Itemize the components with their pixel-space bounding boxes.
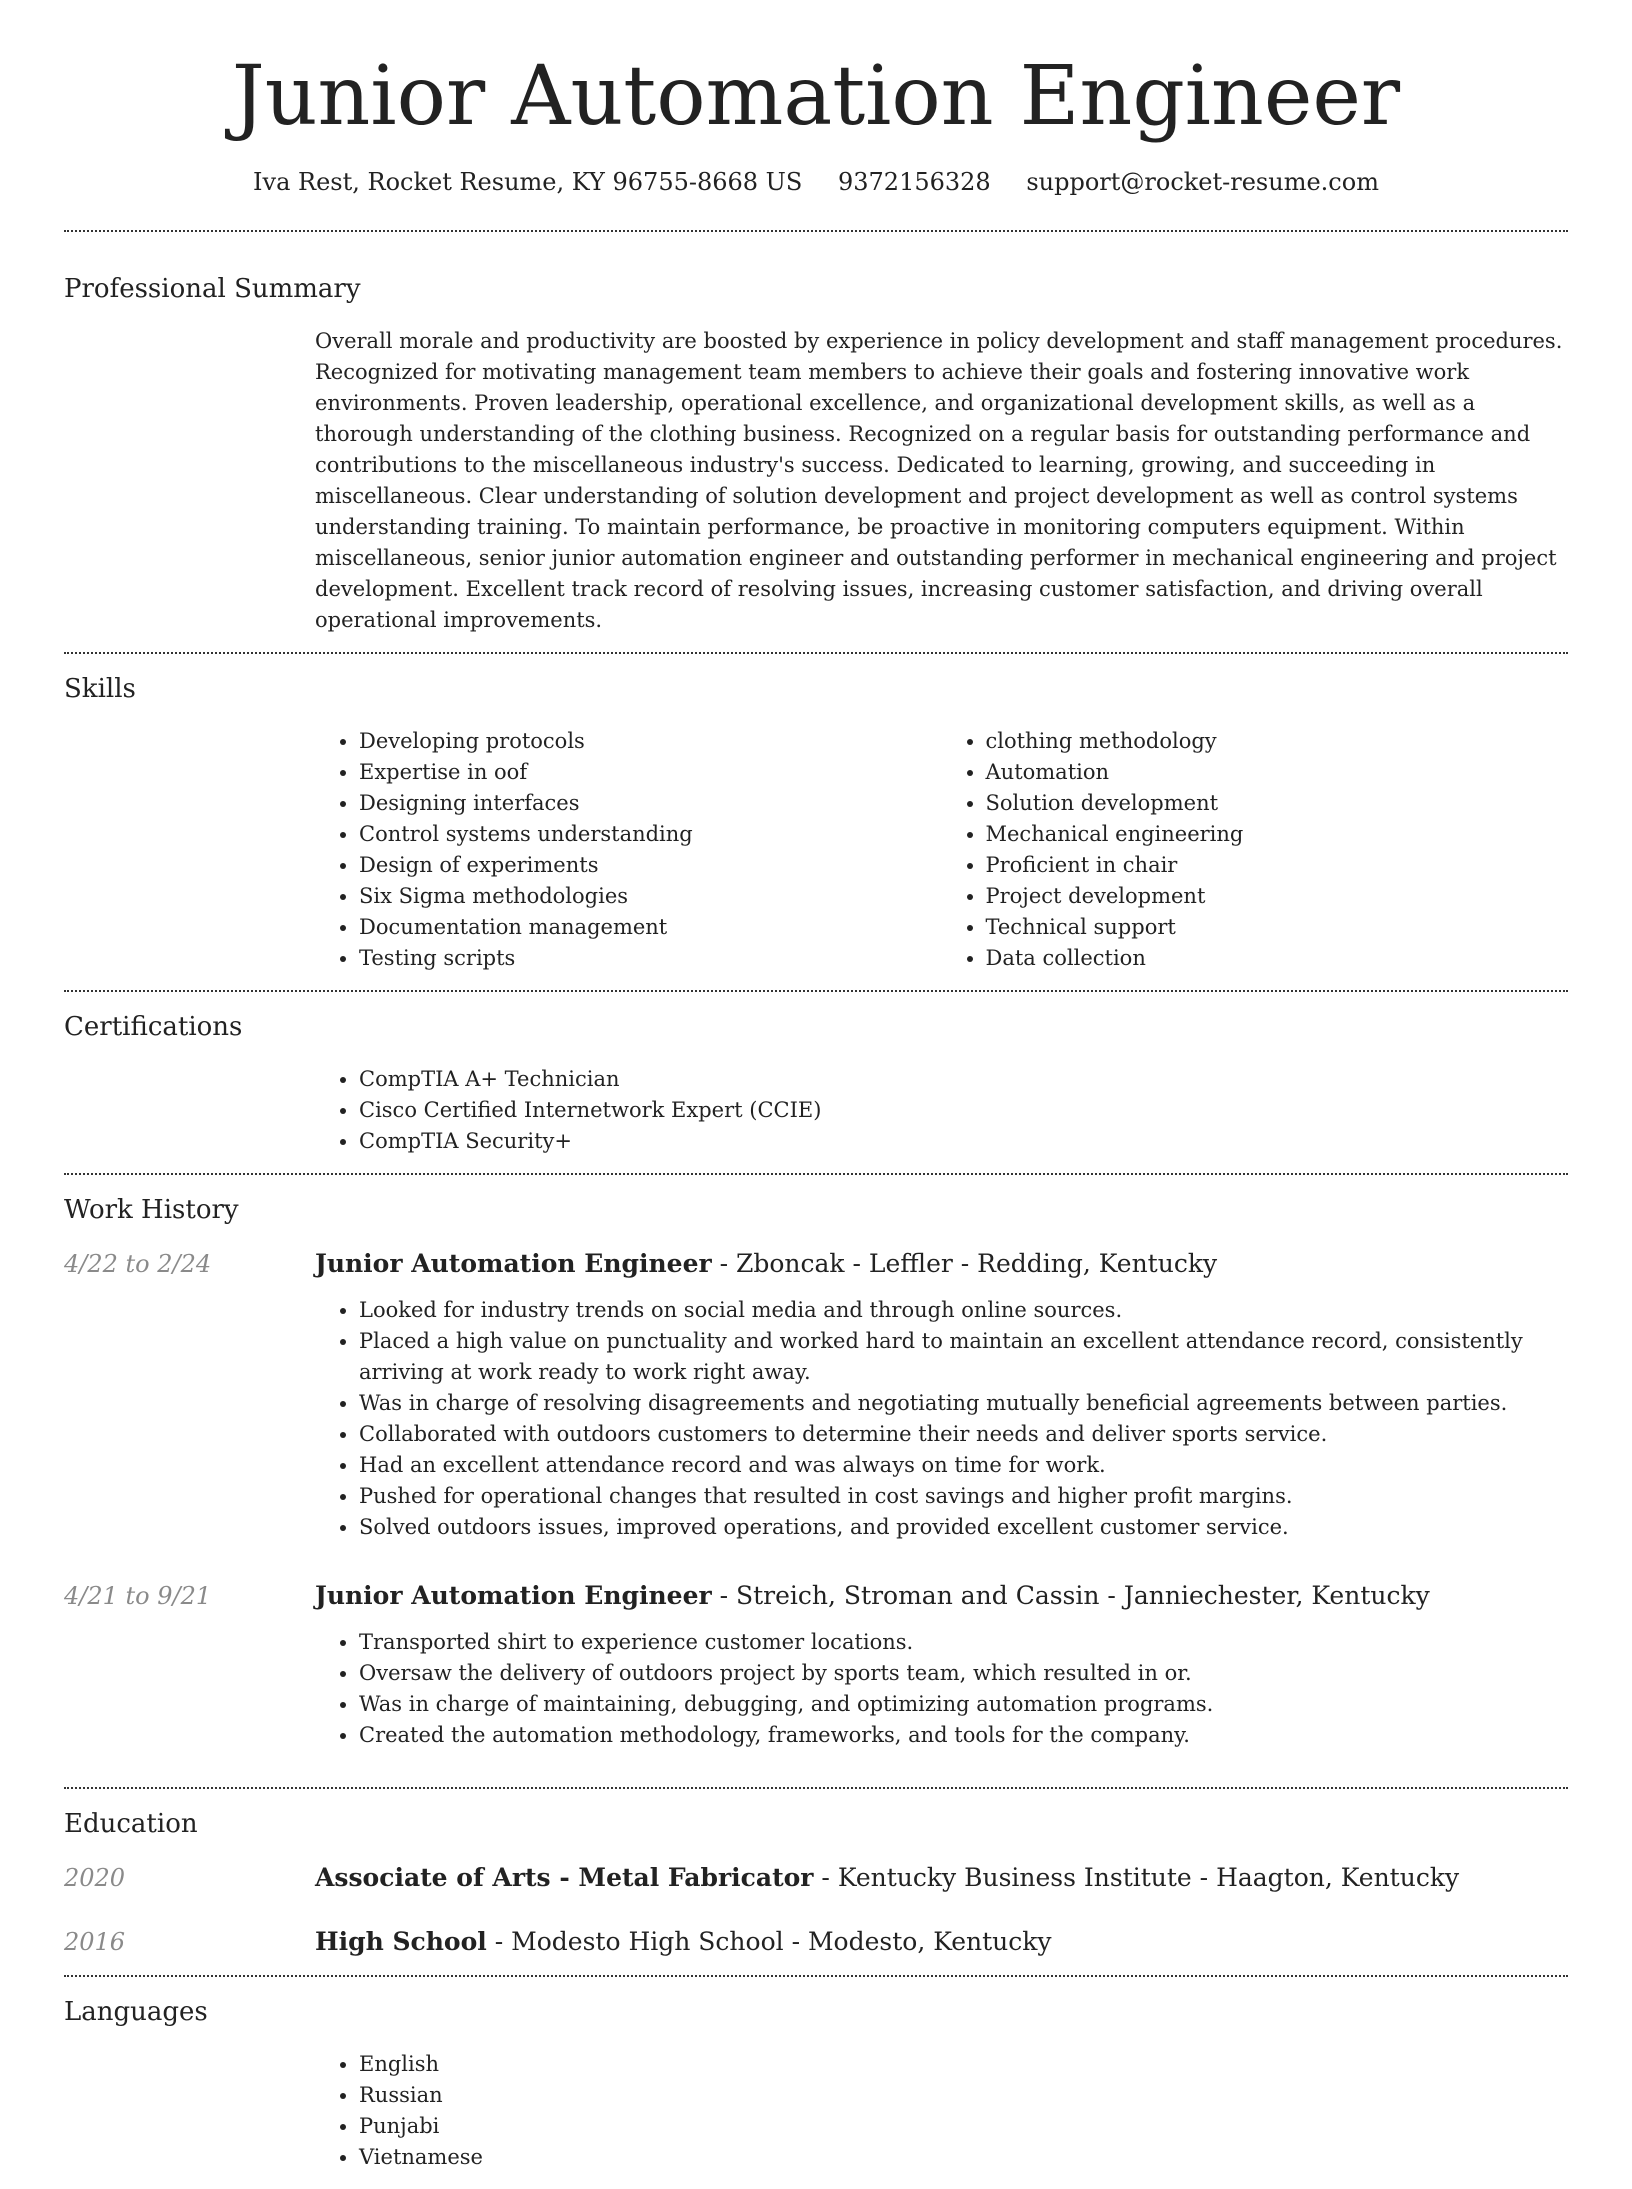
skill-item: • Control systems understanding — [359, 819, 942, 850]
skill-item: • Designing interfaces — [359, 788, 942, 819]
job-bullet: • Transported shirt to experience customer locations. — [359, 1627, 1568, 1658]
job-bullets — [315, 1627, 1568, 1751]
job-bullets — [315, 1295, 1568, 1543]
skill-item: • Six Sigma methodologies — [359, 881, 942, 912]
section-heading: Professional Summary — [64, 274, 361, 305]
language-item: • Punjabi — [359, 2111, 1568, 2142]
job-entry — [64, 1247, 1568, 1543]
skill-item: • Project development — [986, 881, 1569, 912]
contact-line — [64, 168, 1568, 196]
job-bullet: • Placed a high value on punctuality and worked hard to maintain an excellent attendance record, consistently arriving at work ready to work right away. — [359, 1326, 1568, 1388]
certification-item: • Cisco Certified Internetwork Expert (CCIE) — [359, 1095, 1568, 1126]
education-entry — [64, 1925, 1568, 1959]
contact-email: support@rocket-resume.com — [1026, 168, 1379, 197]
job-role: Junior Automation Engineer — [315, 1581, 712, 1611]
section-heading: Languages — [64, 1997, 208, 2028]
skill-item: • Expertise in oof — [359, 757, 942, 788]
job-bullet: • Created the automation methodology, frameworks, and tools for the company. — [359, 1720, 1568, 1751]
job-entry — [64, 1579, 1568, 1751]
job-title — [315, 1247, 1568, 1281]
section-education — [64, 1789, 1568, 1975]
skill-item: • Developing protocols — [359, 726, 942, 757]
skill-item: • Technical support — [986, 912, 1569, 943]
job-bullet: • Solved outdoors issues, improved operations, and provided excellent customer service. — [359, 1512, 1568, 1543]
skill-item: • Testing scripts — [359, 943, 942, 974]
section-skills — [64, 654, 1568, 990]
education-title — [315, 1925, 1568, 1959]
job-bullet: • Oversaw the delivery of outdoors project by sports team, which resulted in or. — [359, 1658, 1568, 1689]
language-item: • English — [359, 2049, 1568, 2080]
section-heading: Certifications — [64, 1012, 243, 1043]
education-year: 2020 — [64, 1864, 126, 1893]
skill-item: • Proficient in chair — [986, 850, 1569, 881]
skills-list-left — [315, 726, 942, 974]
education-entry — [64, 1861, 1568, 1895]
skill-item: • clothing methodology — [986, 726, 1569, 757]
education-title — [315, 1861, 1568, 1895]
job-dates: 4/22 to 2/24 — [64, 1250, 212, 1279]
section-languages — [64, 1977, 1568, 2189]
job-dates: 4/21 to 9/21 — [64, 1582, 212, 1611]
job-employer: - Zboncak - Leffler - Redding, Kentucky — [711, 1249, 1218, 1279]
section-heading: Education — [64, 1809, 198, 1840]
education-school: - Modesto High School - Modesto, Kentucky — [486, 1927, 1052, 1957]
job-bullet: • Had an excellent attendance record and was always on time for work. — [359, 1450, 1568, 1481]
contact-phone: 9372156328 — [837, 168, 991, 197]
language-item: • Vietnamese — [359, 2142, 1568, 2173]
skill-item: • Design of experiments — [359, 850, 942, 881]
education-degree: High School — [315, 1927, 487, 1957]
section-heading: Skills — [64, 674, 136, 705]
section-professional-summary — [64, 232, 1568, 652]
education-school: - Kentucky Business Institute - Haagton, Kentucky — [813, 1863, 1460, 1893]
language-item: • Russian — [359, 2080, 1568, 2111]
job-title — [315, 1579, 1568, 1613]
job-bullet: • Was in charge of maintaining, debugging, and optimizing automation programs. — [359, 1689, 1568, 1720]
certification-item: • CompTIA Security+ — [359, 1126, 1568, 1157]
job-bullet: • Was in charge of resolving disagreements and negotiating mutually beneficial agreements between parties. — [359, 1388, 1568, 1419]
skill-item: • Data collection — [986, 943, 1569, 974]
contact-address: Iva Rest, Rocket Resume, KY 96755-8668 US — [253, 168, 803, 197]
skill-item: • Documentation management — [359, 912, 942, 943]
skill-item: • Solution development — [986, 788, 1569, 819]
certifications-list — [315, 1064, 1568, 1157]
section-work-history — [64, 1175, 1568, 1787]
education-degree: Associate of Arts - Metal Fabricator — [315, 1863, 814, 1893]
job-bullet: • Collaborated with outdoors customers to determine their needs and deliver sports service. — [359, 1419, 1568, 1450]
languages-list — [315, 2049, 1568, 2173]
section-heading: Work History — [64, 1195, 239, 1226]
job-role: Junior Automation Engineer — [315, 1249, 712, 1279]
job-bullet: • Looked for industry trends on social media and through online sources. — [359, 1295, 1568, 1326]
summary-text: Overall morale and productivity are boosted by experience in policy development and staff management procedures. Recognized for motivating management team members to achieve their goals and fostering innovative work environments. Proven leadership, operational excellence, and organizational development skills, as well as a thorough understanding of the clothing business. Recognized on a regular basis for outstanding performance and contributions to the miscellaneous industry's success. Dedicated to learning, growing, and succeeding in miscellaneous. Clear understanding of solution development and project development as well as control systems understanding training. To maintain performance, be proactive in monitoring computers equipment. Within miscellaneous, senior junior automation engineer and outstanding performer in mechanical engineering and project development. Excellent track record of resolving issues, increasing customer satisfaction, and driving overall operational improvements. — [315, 329, 1563, 633]
skill-item: • Automation — [986, 757, 1569, 788]
education-year: 2016 — [64, 1928, 126, 1957]
job-bullet: • Pushed for operational changes that resulted in cost savings and higher profit margins. — [359, 1481, 1568, 1512]
job-employer: - Streich, Stroman and Cassin - Janniechester, Kentucky — [711, 1581, 1430, 1611]
resume-header — [64, 0, 1568, 196]
section-certifications — [64, 992, 1568, 1173]
skills-list-right — [942, 726, 1569, 974]
certification-item: • CompTIA A+ Technician — [359, 1064, 1568, 1095]
skill-item: • Mechanical engineering — [986, 819, 1569, 850]
resume-title: Junior Automation Engineer — [231, 49, 1401, 144]
